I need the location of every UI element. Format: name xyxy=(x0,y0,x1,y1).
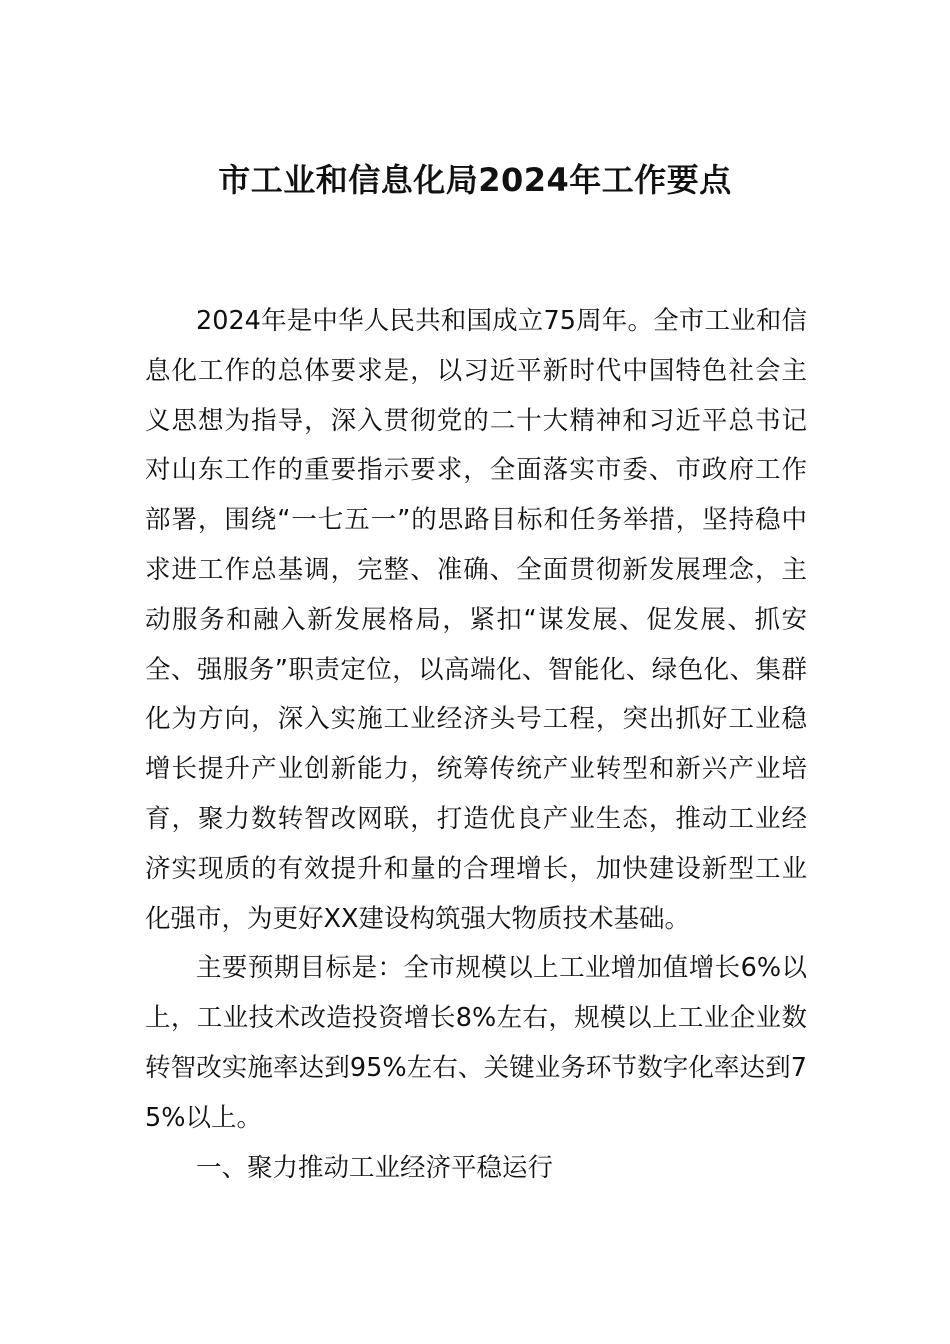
targets-paragraph: 主要预期目标是：全市规模以上工业增加值增长6%以上，工业技术改造投资增长8%左右，规模以上工业企业数转智改实施率达到95%左右、关键业务环节数字化率达到75%以上。 xyxy=(145,953,807,1133)
document-body xyxy=(145,297,807,1193)
document-title: 市工业和信息化局2024年工作要点 xyxy=(218,161,732,199)
section-heading: 一、聚力推动工业经济平稳运行 xyxy=(196,1152,554,1183)
intro-paragraph: 2024年是中华人民共和国成立75周年。全市工业和信息化工作的总体要求是，以习近平新时代中国特色社会主义思想为指导，深入贯彻党的二十大精神和习近平总书记对山东工作的重要指示要求，全面落实市委、市政府工作部署，围绕“一七五一”的思路目标和任务举措，坚持稳中求进工作总基调，完整、准确、全面贯彻新发展理念，主动服务和融入新发展格局，紧扣“谋发展、促发展、抓安全、强服务”职责定位，以高端化、智能化、绿色化、集群化为方向，深入实施工业经济头号工程，突出抓好工业稳增长提升产业创新能力，统筹传统产业转型和新兴产业培育，聚力数转智改网联，打造优良产业生态，推动工业经济实现质的有效提升和量的合理增长，加快建设新型工业化强市，为更好XX建设构筑强大物质技术基础。 xyxy=(145,306,807,934)
